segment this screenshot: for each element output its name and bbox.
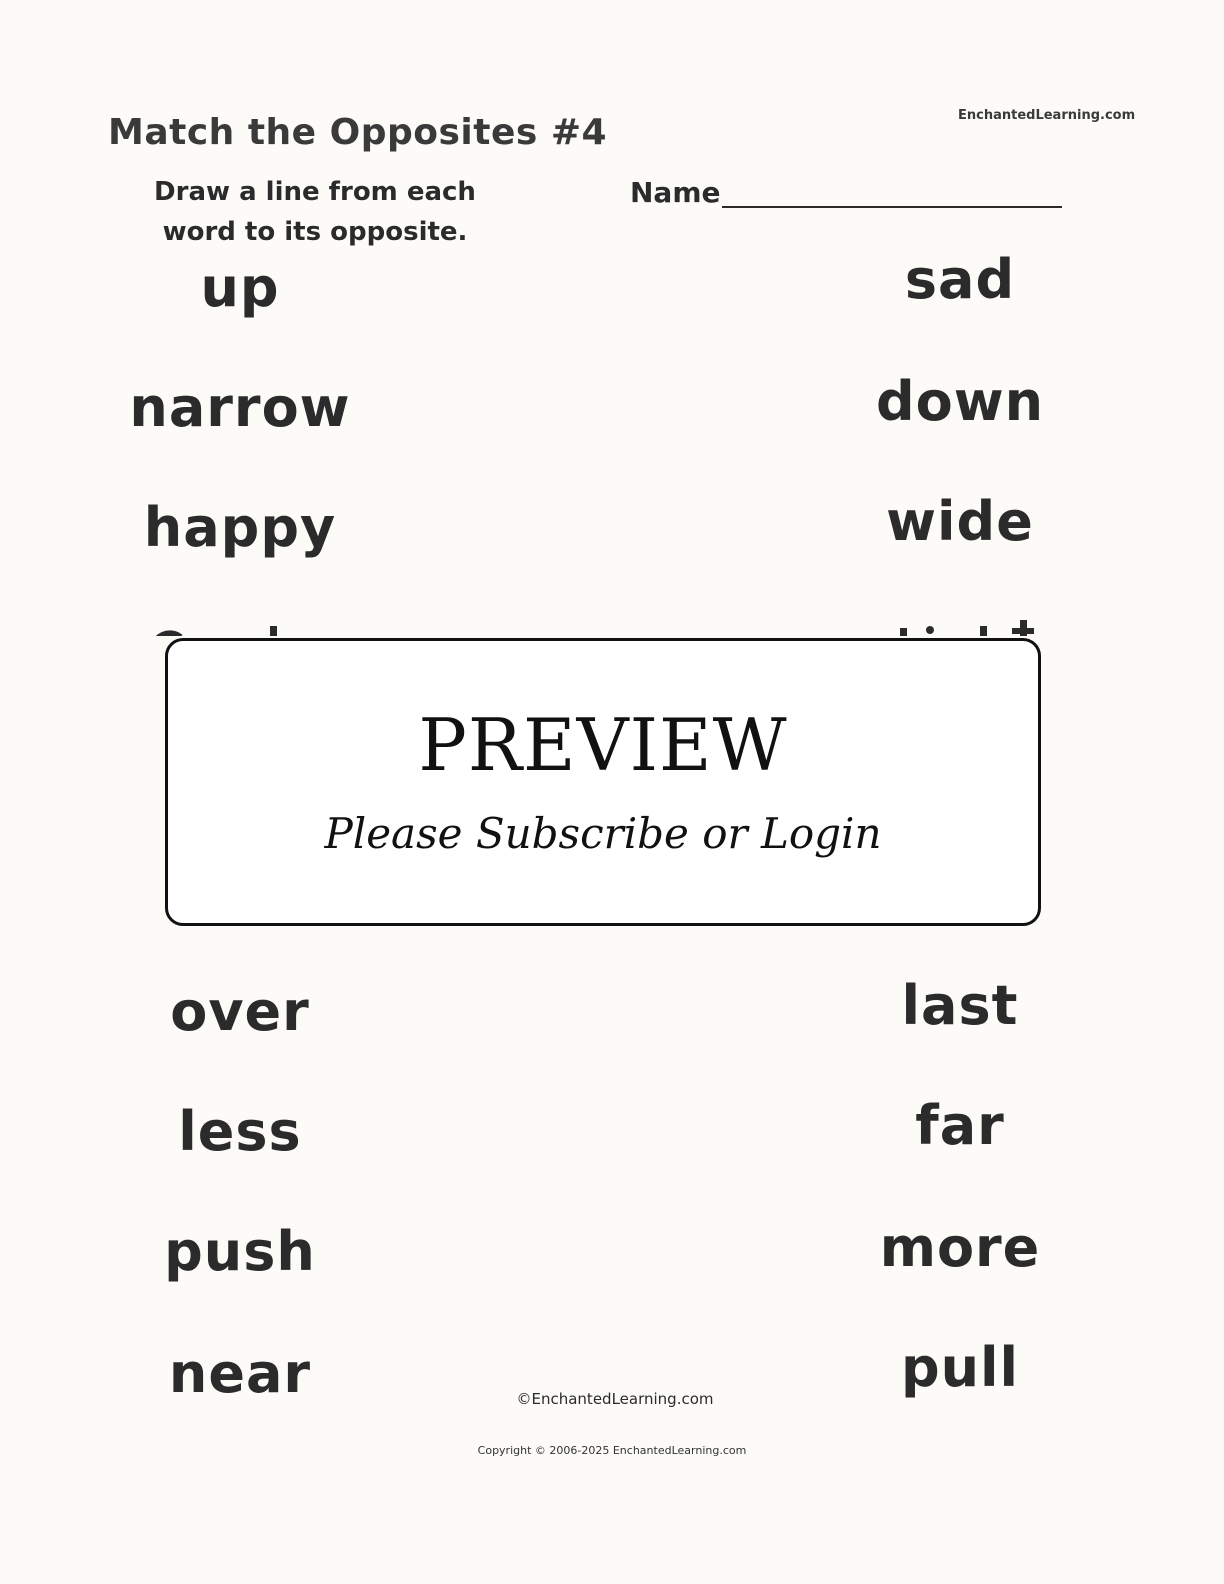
left-word-push: push [164, 1220, 316, 1283]
right-word-wide: wide [886, 490, 1034, 553]
right-word-far: far [915, 1094, 1005, 1157]
right-word-pull: pull [900, 1336, 1020, 1399]
right-word-sad: sad [904, 248, 1016, 311]
watermark: ©EnchantedLearning.com [516, 1390, 714, 1408]
left-word-happy: happy [143, 496, 337, 559]
left-word-near: near [168, 1342, 312, 1405]
right-word-down: down [875, 370, 1045, 433]
right-word-more: more [879, 1216, 1041, 1279]
preview-title: PREVIEW [418, 703, 788, 787]
name-line [722, 206, 1062, 208]
copyright-footer: Copyright © 2006-2025 EnchantedLearning.com [477, 1444, 747, 1457]
instructions: Draw a line from each word to its opposite. [154, 177, 476, 247]
preview-subtitle[interactable]: Please Subscribe or Login [324, 809, 882, 858]
left-word-narrow: narrow [129, 376, 351, 439]
worksheet-title: Match the Opposites #4 [108, 112, 608, 153]
hidden-word-fragments [140, 600, 1080, 636]
name-label: Name [630, 176, 721, 209]
right-word-last: last [901, 974, 1019, 1037]
left-word-over: over [170, 980, 310, 1043]
left-word-up: up [200, 256, 280, 319]
preview-overlay[interactable] [165, 638, 1041, 926]
hidden-word-tops [140, 600, 1080, 636]
site-name[interactable]: EnchantedLearning.com [958, 108, 1136, 123]
left-word-less: less [178, 1100, 302, 1163]
name-field [630, 174, 1070, 214]
